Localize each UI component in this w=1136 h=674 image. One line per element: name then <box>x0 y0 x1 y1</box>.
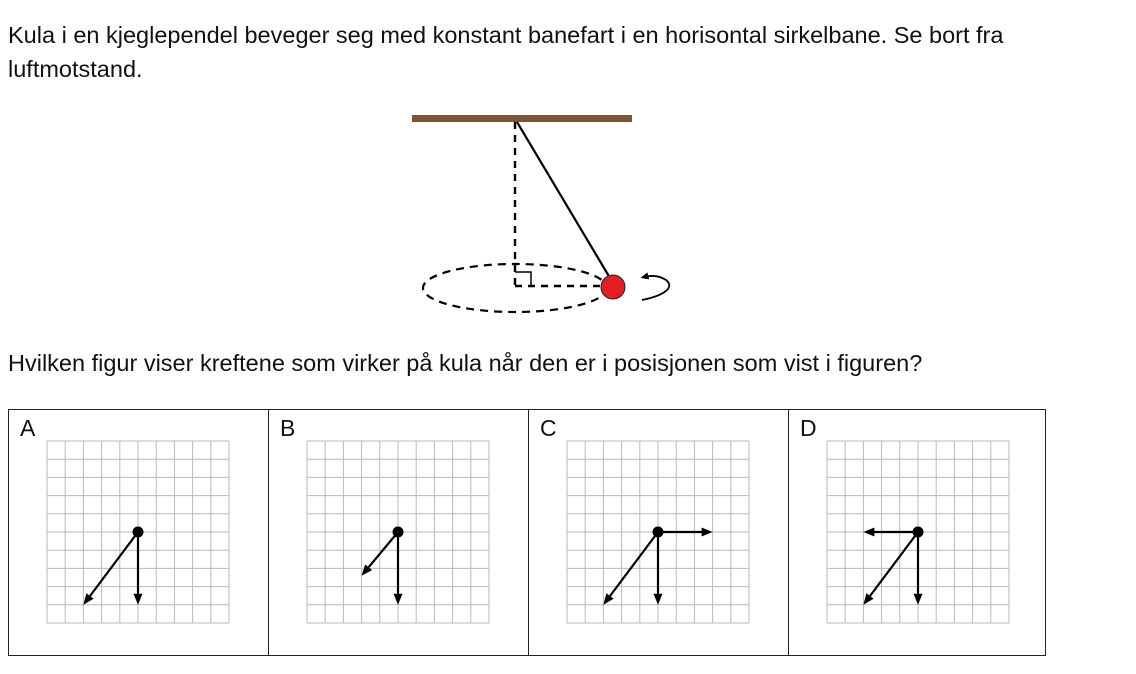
ball-dot <box>653 527 664 538</box>
option-d[interactable] <box>788 410 1045 655</box>
force-arrow-head <box>863 528 874 537</box>
option-c-letter: C <box>540 415 557 441</box>
ball-dot <box>133 527 144 538</box>
force-arrow-head <box>702 528 713 537</box>
option-d-letter: D <box>800 415 817 441</box>
pendulum-string <box>517 122 610 278</box>
force-arrow-head <box>654 594 663 605</box>
problem-question: Hvilken figur viser kreftene som virker på kula når den er i posisjonen som vist i figuren? <box>8 350 923 376</box>
answer-options-table <box>8 409 1046 656</box>
conical-pendulum-figure <box>400 100 690 325</box>
option-b-letter: B <box>280 415 296 441</box>
option-a-letter: A <box>20 415 36 441</box>
rotation-direction-arrow <box>642 276 669 300</box>
pendulum-ball <box>601 275 625 299</box>
force-arrow-shaft <box>369 532 398 567</box>
option-a[interactable] <box>9 410 268 655</box>
ball-dot <box>913 527 924 538</box>
option-d-force-diagram <box>827 441 1009 623</box>
force-arrow-head <box>134 594 143 605</box>
ceiling-bar <box>412 115 632 122</box>
option-a-force-diagram <box>47 441 229 623</box>
option-b-force-diagram <box>307 441 489 623</box>
option-c-force-diagram <box>567 441 749 623</box>
force-arrow-head <box>914 594 923 605</box>
right-angle-marker <box>515 272 531 286</box>
ball-dot <box>393 527 404 538</box>
force-arrow-head <box>394 594 403 605</box>
option-b[interactable] <box>268 410 528 655</box>
option-c[interactable] <box>528 410 788 655</box>
problem-intro: Kula i en kjeglependel beveger seg med konstant banefart i en horisontal sirkelbane. Se bort fra luftmotstand. <box>8 22 1004 82</box>
